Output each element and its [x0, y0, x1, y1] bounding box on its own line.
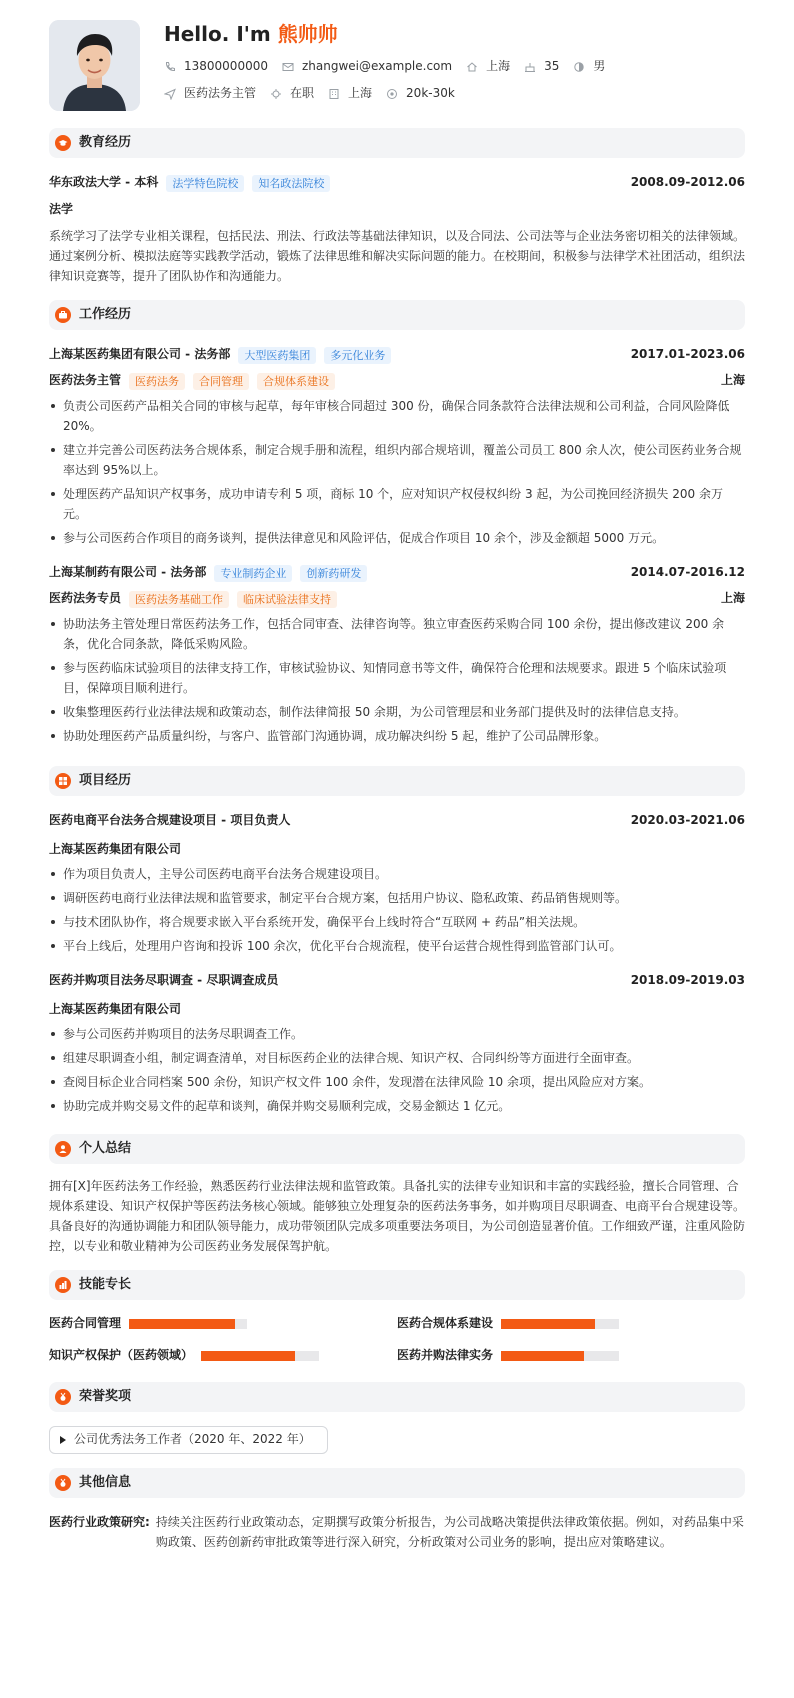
company-tag: 专业制药企业 — [214, 565, 292, 582]
education-entry — [49, 172, 745, 286]
project-header-row — [49, 970, 745, 992]
contact-row — [164, 54, 619, 79]
header-info — [164, 20, 619, 110]
phone-icon — [164, 61, 176, 73]
list-item: 处理医药产品知识产权事务，成功申请专利 5 项，商标 10 个，应对知识产权侵权纠纷 3 起，为公司挽回经济损失 200 余万元。 — [49, 484, 745, 524]
work-city-item — [328, 84, 372, 103]
age-item — [524, 57, 559, 76]
skill-item — [49, 1314, 397, 1334]
list-item: 与技术团队协作，将合规要求嵌入平台系统开发，确保平台上线时符合“互联网 + 药品”相关法规。 — [49, 912, 745, 932]
medal-icon — [55, 1389, 71, 1405]
send-icon — [164, 88, 176, 100]
work-date: 2017.01-2023.06 — [630, 347, 745, 362]
skills-grid — [49, 1314, 745, 1366]
work-location: 上海 — [720, 373, 745, 388]
project-date: 2018.09-2019.03 — [630, 973, 745, 988]
gender-icon — [573, 61, 585, 73]
city-text: 上海 — [486, 58, 511, 73]
project-header-row — [49, 810, 745, 832]
education-description: 系统学习了法学专业相关课程，包括民法、刑法、行政法等基础法律知识，以及合同法、公司法等与企业法务密切相关的法律领域。通过案例分析、模拟法庭等实践教学活动，锻炼了法律思维和解决实际问题的能力。在校期间，积极参与法律学术社团活动，组织法律知识竞赛等，提升了团队协作和沟通能力。 — [49, 229, 746, 283]
school-name: 华东政法大学 - 本科 — [49, 175, 159, 190]
work-title-row — [49, 588, 745, 610]
work-section-header — [49, 300, 745, 330]
phone-text: 13800000000 — [184, 58, 268, 73]
mail-icon — [282, 61, 294, 73]
education-date: 2008.09-2012.06 — [630, 175, 745, 190]
other-info-label: 医药行业政策研究: — [49, 1515, 150, 1529]
section-title: 个人总结 — [79, 1140, 132, 1156]
email-text: zhangwei@example.com — [301, 58, 453, 73]
role-tag: 合规体系建设 — [257, 373, 335, 390]
summary-section-header — [49, 1134, 745, 1164]
medal-icon — [55, 1475, 71, 1491]
skill-item — [397, 1346, 745, 1366]
section-title: 其他信息 — [79, 1474, 132, 1490]
skill-bar-fill — [501, 1351, 584, 1361]
gender-text: 男 — [593, 58, 606, 73]
list-item: 作为项目负责人，主导公司医药电商平台法务合规建设项目。 — [49, 864, 745, 884]
list-item: 调研医药电商行业法律法规和监管要求，制定平台合规方案，包括用户协议、隐私政策、药品销售规则等。 — [49, 888, 745, 908]
job-title: 医药法务专员 — [49, 591, 122, 606]
position-text: 医药法务主管 — [184, 85, 257, 100]
summary-text: 拥有[X]年医药法务工作经验，熟悉医药行业法律法规和监管政策。具备扎实的法律专业知识和丰富的实践经验，擅长合同管理、合规体系建设、知识产权保护等医药法务核心领域。能够独立处理复杂的医药法务事务，如并购项目尽职调查、电商平台合规建设等。具备良好的沟通协调能力和团队领导能力，成功带领团队完成多项重要法务项目，为公司创造显著价值。工作细致严谨，注重风险防控，以专业和敬业精神为公司医药业务发展保驾护航。 — [49, 1179, 746, 1253]
job-intent-row — [164, 81, 619, 106]
other-info-item — [49, 1512, 745, 1552]
job-title: 医药法务主管 — [49, 373, 122, 388]
list-item: 收集整理医药行业法律法规和政策动态，制作法律简报 50 余期，为公司管理层和业务部门提供及时的法律信息支持。 — [49, 702, 745, 722]
status-icon — [270, 88, 282, 100]
work-company-row — [49, 562, 745, 584]
list-item: 协助处理医药产品质量纠纷，与客户、监管部门沟通协调，成功解决纠纷 5 起，维护了公司品牌形象。 — [49, 726, 745, 746]
bars-icon — [55, 1277, 71, 1293]
project-date: 2020.03-2021.06 — [630, 813, 745, 828]
home-icon — [466, 61, 478, 73]
education-header-row — [49, 172, 745, 194]
section-title: 工作经历 — [79, 306, 132, 322]
work-bullets — [49, 614, 745, 746]
work-date: 2014.07-2016.12 — [630, 565, 745, 580]
role-tag: 医药法务 — [129, 373, 185, 390]
award-text: 公司优秀法务工作者（2020 年、2022 年） — [74, 1432, 311, 1447]
company-name: 上海某医药集团有限公司 - 法务部 — [49, 347, 231, 362]
list-item: 建立并完善公司医药法务合规体系，制定合规手册和流程，组织内部合规培训，覆盖公司员工 800 余人次，使公司医药业务合规率达到 95%以上。 — [49, 440, 745, 480]
work-city-text: 上海 — [348, 85, 373, 100]
skill-name: 医药合规体系建设 — [397, 1316, 494, 1331]
work-entry — [49, 562, 745, 746]
project-org: 上海某医药集团有限公司 — [49, 1002, 182, 1016]
skill-bar-fill — [129, 1319, 235, 1329]
company-tag: 创新药研发 — [300, 565, 367, 582]
company-name: 上海某制药有限公司 - 法务部 — [49, 565, 207, 580]
skill-bar — [201, 1351, 319, 1361]
project-org: 上海某医药集团有限公司 — [49, 842, 182, 856]
section-title: 教育经历 — [79, 134, 132, 150]
role-tag: 临床试验法律支持 — [237, 591, 337, 608]
company-tag: 多元化业务 — [324, 347, 391, 364]
skill-bar-fill — [201, 1351, 295, 1361]
school-tag: 知名政法院校 — [252, 175, 330, 192]
grid-icon — [55, 773, 71, 789]
work-bullets — [49, 396, 745, 548]
skill-item — [49, 1346, 397, 1366]
project-entry — [49, 970, 745, 1116]
salary-text: 20k-30k — [406, 85, 455, 100]
school-tag: 法学特色院校 — [166, 175, 244, 192]
list-item: 参与公司医药并购项目的法务尽职调查工作。 — [49, 1024, 745, 1044]
greeting-text: Hello. I'm — [164, 22, 271, 46]
other-section-header — [49, 1468, 745, 1498]
skill-name: 知识产权保护（医药领域） — [49, 1348, 194, 1363]
award-item[interactable] — [49, 1426, 328, 1454]
candidate-name: 熊帅帅 — [277, 22, 338, 46]
project-bullets — [49, 864, 745, 956]
resume-header — [49, 20, 745, 110]
city-item — [466, 57, 510, 76]
section-title: 项目经历 — [79, 772, 132, 788]
skill-bar-fill — [501, 1319, 595, 1329]
status-item — [270, 84, 314, 103]
list-item: 参与医药临床试验项目的法律支持工作，审核试验协议、知情同意书等文件，确保符合伦理和法规要求。跟进 5 个临床试验项目，保障项目顺利进行。 — [49, 658, 745, 698]
project-name: 医药并购项目法务尽职调查 - 尽职调查成员 — [49, 973, 279, 988]
cake-icon — [524, 61, 536, 73]
briefcase-icon — [55, 307, 71, 323]
list-item: 参与公司医药合作项目的商务谈判，提供法律意见和风险评估，促成合作项目 10 余个，涉及金额超 5000 万元。 — [49, 528, 745, 548]
major: 法学 — [49, 202, 74, 216]
building-icon — [328, 88, 340, 100]
section-title: 荣誉奖项 — [79, 1388, 132, 1404]
education-section-header — [49, 128, 745, 158]
work-title-row — [49, 370, 745, 392]
greeting — [164, 20, 619, 50]
list-item: 查阅目标企业合同档案 500 余份，知识产权文件 100 余件，发现潜在法律风险 10 余项，提出风险应对方案。 — [49, 1072, 745, 1092]
project-bullets — [49, 1024, 745, 1116]
user-icon — [55, 1141, 71, 1157]
skill-name: 医药合同管理 — [49, 1316, 122, 1331]
work-entry — [49, 344, 745, 548]
company-tag: 大型医药集团 — [238, 347, 316, 364]
salary-item — [386, 84, 455, 103]
coin-icon — [386, 88, 398, 100]
role-tag: 合同管理 — [193, 373, 249, 390]
skill-name: 医药并购法律实务 — [397, 1348, 494, 1363]
skill-bar — [129, 1319, 247, 1329]
skill-item — [397, 1314, 745, 1334]
email-item — [282, 57, 452, 76]
section-title: 技能专长 — [79, 1276, 132, 1292]
skill-bar — [501, 1351, 619, 1361]
gender-item — [573, 57, 605, 76]
list-item: 协助完成并购交易文件的起草和谈判，确保并购交易顺利完成，交易金额达 1 亿元。 — [49, 1096, 745, 1116]
other-info-value: 持续关注医药行业政策动态，定期撰写政策分析报告，为公司战略决策提供法律政策依据。例如，对药品集中采购政策、医药创新药审批政策等进行深入研究，分析政策对公司业务的影响，提出应对策略建议。 — [155, 1515, 744, 1549]
skills-section-header — [49, 1270, 745, 1300]
avatar-portrait-icon — [49, 20, 140, 111]
list-item: 平台上线后，处理用户咨询和投诉 100 余次，优化平台合规流程，使平台运营合规性得到监管部门认可。 — [49, 936, 745, 956]
position-item — [164, 84, 256, 103]
caret-right-icon — [60, 1436, 66, 1444]
phone-item — [164, 57, 268, 76]
role-tag: 医药法务基础工作 — [129, 591, 229, 608]
work-location: 上海 — [720, 591, 745, 606]
list-item: 组建尽职调查小组，制定调查清单，对目标医药企业的法律合规、知识产权、合同纠纷等方面进行全面审查。 — [49, 1048, 745, 1068]
list-item: 协助法务主管处理日常医药法务工作，包括合同审查、法律咨询等。独立审查医药采购合同 100 余份，提出修改建议 200 余条，优化合同条款，降低采购风险。 — [49, 614, 745, 654]
project-entry — [49, 810, 745, 956]
projects-section-header — [49, 766, 745, 796]
age-text: 35 — [544, 58, 560, 73]
work-company-row — [49, 344, 745, 366]
project-name: 医药电商平台法务合规建设项目 - 项目负责人 — [49, 813, 291, 828]
status-text: 在职 — [290, 85, 315, 100]
awards-section-header — [49, 1382, 745, 1412]
list-item: 负责公司医药产品相关合同的审核与起草，每年审核合同超过 300 份，确保合同条款符合法律法规和公司利益，合同风险降低 20%。 — [49, 396, 745, 436]
skill-bar — [501, 1319, 619, 1329]
avatar — [49, 20, 140, 111]
graduation-cap-icon — [55, 135, 71, 151]
